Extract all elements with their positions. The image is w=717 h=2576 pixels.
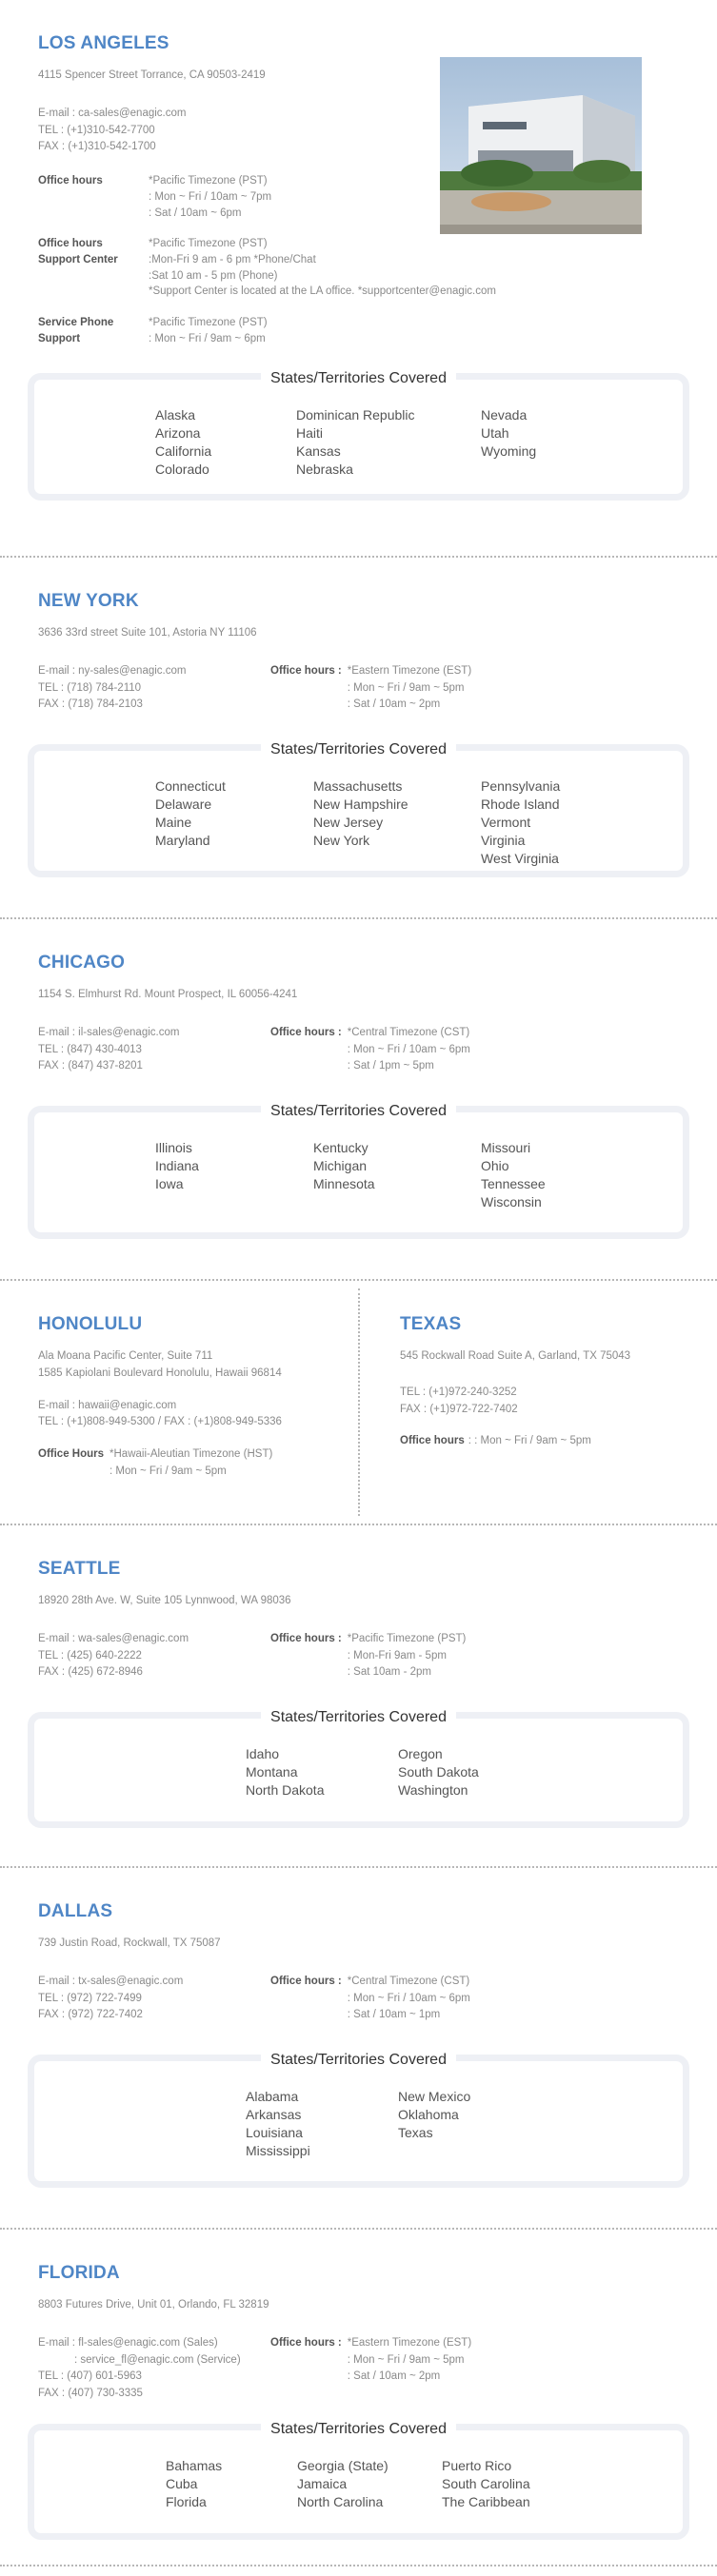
state-item: Minnesota <box>313 1176 375 1192</box>
state-item: Bahamas <box>166 2458 223 2474</box>
office-florida <box>0 2230 717 2565</box>
email-line: : service_fl@enagic.com (Service) <box>74 2353 241 2366</box>
states-covered-title: States/Territories Covered <box>261 741 456 757</box>
office-honolulu <box>0 1281 358 1481</box>
tel-line: TEL : (718) 784-2110 <box>38 681 142 694</box>
hours-line: : Mon ~ Fri / 10am ~ 6pm <box>347 1992 470 2004</box>
state-item: Oregon <box>398 1746 443 1762</box>
fax-line: FAX : (718) 784-2103 <box>38 698 143 711</box>
hours-line: : Sat / 10am ~ 2pm <box>347 2370 441 2383</box>
city-heading: NEW YORK <box>38 591 139 611</box>
state-item: Kentucky <box>313 1140 368 1156</box>
office-address: Ala Moana Pacific Center, Suite 711 <box>38 1350 213 1362</box>
state-item: Alabama <box>246 2089 299 2105</box>
city-heading: FLORIDA <box>38 2263 120 2283</box>
email-line: E-mail : wa-sales@enagic.com <box>38 1632 189 1644</box>
building-photo-icon <box>440 57 642 234</box>
hours-line: *Eastern Timezone (EST) <box>347 2336 472 2349</box>
state-item: Kansas <box>296 443 341 460</box>
state-item: New York <box>313 833 370 849</box>
office-dallas <box>0 1868 717 2228</box>
state-item: Maryland <box>155 833 210 849</box>
state-item: Rhode Island <box>481 796 560 813</box>
office-address: 4115 Spencer Street Torrance, CA 90503-2419 <box>38 69 266 81</box>
hours-line: : Sat / 10am ~ 2pm <box>347 698 441 711</box>
city-heading: CHICAGO <box>38 953 126 973</box>
state-item: Maine <box>155 815 192 831</box>
state-item: Utah <box>481 425 509 442</box>
hours-line: *Eastern Timezone (EST) <box>347 664 472 677</box>
state-item: Mississippi <box>246 2143 310 2159</box>
state-item: Nebraska <box>296 462 353 478</box>
hours-line: *Pacific Timezone (PST) <box>149 175 268 187</box>
state-item: North Dakota <box>246 1782 325 1799</box>
state-item: Louisiana <box>246 2125 303 2141</box>
states-covered-box <box>28 741 689 877</box>
state-item: Pennsylvania <box>481 778 561 795</box>
hours-line: : : Mon ~ Fri / 9am ~ 5pm <box>468 1435 591 1447</box>
office-hours-label: Office hours : <box>270 664 342 677</box>
state-item: Connecticut <box>155 778 226 795</box>
state-item: Dominican Republic <box>296 407 415 423</box>
state-item: Virginia <box>481 833 526 849</box>
hours-line: : Sat / 10am ~ 6pm <box>149 206 242 219</box>
states-covered-box <box>28 2421 689 2540</box>
tel-line: TEL : (407) 601-5963 <box>38 2370 142 2383</box>
state-item: Illinois <box>155 1140 192 1156</box>
hours-line: : Mon ~ Fri / 9am ~ 5pm <box>347 681 465 694</box>
state-item: Massachusetts <box>313 778 403 795</box>
city-heading: SEATTLE <box>38 1559 121 1579</box>
states-covered-title: States/Territories Covered <box>261 370 456 386</box>
tel-line: TEL : (+1)310-542-7700 <box>38 124 155 136</box>
fax-line: FAX : (425) 672-8946 <box>38 1666 143 1679</box>
tel-line: TEL : (425) 640-2222 <box>38 1649 142 1662</box>
fax-line: FAX : (+1)310-542-1700 <box>38 141 156 153</box>
state-item: Florida <box>166 2494 207 2510</box>
office-address: 18920 28th Ave. W, Suite 105 Lynnwood, WA 98036 <box>38 1595 291 1606</box>
state-item: California <box>155 443 212 460</box>
state-item: West Virginia <box>481 851 559 867</box>
state-item: Cuba <box>166 2476 198 2492</box>
service-label: Service Phone <box>38 316 114 328</box>
office-address: 739 Justin Road, Rockwall, TX 75087 <box>38 1937 221 1949</box>
states-covered-title: States/Territories Covered <box>261 2052 456 2068</box>
hours-line: : Mon ~ Fri / 9am ~ 5pm <box>347 2353 465 2366</box>
city-heading: HONOLULU <box>38 1314 143 1334</box>
office-address: 545 Rockwall Road Suite A, Garland, TX 75043 <box>400 1350 631 1362</box>
state-item: Tennessee <box>481 1176 546 1192</box>
state-item: Alaska <box>155 407 196 423</box>
support-hours-block <box>38 236 679 300</box>
city-heading: DALLAS <box>38 1901 113 1921</box>
states-covered-box <box>28 2052 689 2188</box>
support-label: Support Center <box>38 253 118 265</box>
fax-line: FAX : (847) 437-8201 <box>38 1060 143 1072</box>
state-item: Jamaica <box>297 2476 348 2492</box>
hours-line: :Sat 10 am - 5 pm (Phone) <box>149 269 278 282</box>
hours-line: *Central Timezone (CST) <box>347 1026 470 1038</box>
states-covered-box <box>28 1709 689 1828</box>
office-hours-label: Office hours : <box>270 1632 342 1644</box>
email-line: E-mail : il-sales@enagic.com <box>38 1026 180 1038</box>
service-label: Support <box>38 332 81 344</box>
state-item: Colorado <box>155 462 209 478</box>
state-item: New Mexico <box>398 2089 471 2105</box>
hours-line: : Mon-Fri 9am - 5pm <box>347 1649 447 1662</box>
state-item: Nevada <box>481 407 528 423</box>
office-hours-label: Office hours : <box>270 1975 342 1987</box>
state-item: Iowa <box>155 1176 184 1192</box>
email-line: E-mail : ca-sales@enagic.com <box>38 107 187 119</box>
state-item: New Jersey <box>313 815 384 831</box>
city-heading: LOS ANGELES <box>38 33 169 53</box>
state-item: Arkansas <box>246 2107 302 2123</box>
office-seattle <box>0 1525 717 1866</box>
states-covered-title: States/Territories Covered <box>261 1709 456 1725</box>
state-item: Missouri <box>481 1140 531 1156</box>
office-photo <box>440 57 642 234</box>
states-covered-title: States/Territories Covered <box>261 2421 456 2437</box>
state-item: Georgia (State) <box>297 2458 388 2474</box>
states-covered-box <box>28 1103 689 1239</box>
hours-line: : Mon ~ Fri / 9am ~ 6pm <box>149 332 266 344</box>
fax-line: FAX : (972) 722-7402 <box>38 2009 143 2021</box>
office-address: 1585 Kapiolani Boulevard Honolulu, Hawaii 96814 <box>38 1367 282 1379</box>
office-address: 1154 S. Elmhurst Rd. Mount Prospect, IL 60056-4241 <box>38 989 298 1000</box>
hours-line: *Pacific Timezone (PST) <box>149 238 268 250</box>
state-item: Washington <box>398 1782 468 1799</box>
email-line: E-mail : hawaii@enagic.com <box>38 1399 177 1411</box>
state-item: South Dakota <box>398 1764 479 1780</box>
hours-line: : Sat / 10am ~ 1pm <box>347 2009 441 2021</box>
state-item: North Carolina <box>297 2494 384 2510</box>
hours-line: : Mon ~ Fri / 10am ~ 7pm <box>149 190 272 203</box>
fax-line: FAX : (407) 730-3335 <box>38 2388 143 2400</box>
office-los-angeles <box>0 0 717 556</box>
support-label: Office hours <box>38 238 103 250</box>
state-item: Wyoming <box>481 443 537 460</box>
state-item: Haiti <box>296 425 324 442</box>
state-item: Idaho <box>246 1746 280 1762</box>
tel-line: TEL : (847) 430-4013 <box>38 1043 142 1055</box>
office-chicago <box>0 919 717 1279</box>
office-address: 8803 Futures Drive, Unit 01, Orlando, FL 32819 <box>38 2299 269 2311</box>
state-item: The Caribbean <box>442 2494 530 2510</box>
fax-line: FAX : (+1)972-722-7402 <box>400 1403 518 1415</box>
state-item: Delaware <box>155 796 212 813</box>
email-line: E-mail : ny-sales@enagic.com <box>38 664 187 677</box>
state-item: Montana <box>246 1764 298 1780</box>
office-texas <box>362 1281 717 1450</box>
state-item: New Hampshire <box>313 796 408 813</box>
hours-line: : Mon ~ Fri / 10am ~ 6pm <box>347 1043 470 1055</box>
telfax-line: TEL : (+1)808-949-5300 / FAX : (+1)808-949-5336 <box>38 1416 282 1428</box>
state-item: Indiana <box>155 1158 199 1174</box>
state-item: South Carolina <box>442 2476 530 2492</box>
city-heading: TEXAS <box>400 1314 462 1334</box>
state-item: Arizona <box>155 425 201 442</box>
state-item: Oklahoma <box>398 2107 459 2123</box>
state-item: Ohio <box>481 1158 509 1174</box>
section-divider <box>0 2565 717 2566</box>
state-item: Texas <box>398 2125 433 2141</box>
hours-line: :Mon-Fri 9 am - 6 pm *Phone/Chat <box>149 253 316 265</box>
state-item: Wisconsin <box>481 1194 542 1210</box>
email-line: E-mail : fl-sales@enagic.com (Sales) <box>38 2336 218 2349</box>
hours-line: *Central Timezone (CST) <box>347 1975 470 1987</box>
office-address: 3636 33rd street Suite 101, Astoria NY 11106 <box>38 627 257 639</box>
states-covered-title: States/Territories Covered <box>261 1103 456 1119</box>
hours-line: *Support Center is located at the LA office. *supportcenter@enagic.com <box>149 285 496 298</box>
office-hours-label: Office hours <box>38 175 103 187</box>
office-hours-label: Office hours : <box>270 1026 342 1038</box>
office-new-york <box>0 558 717 917</box>
hours-line: *Hawaii-Aleutian Timezone (HST) <box>110 1448 273 1461</box>
tel-line: TEL : (+1)972-240-3252 <box>400 1386 517 1398</box>
hours-line: : Sat 10am - 2pm <box>347 1666 431 1679</box>
hours-line: *Pacific Timezone (PST) <box>347 1632 467 1644</box>
hours-line: : Sat / 1pm ~ 5pm <box>347 1060 434 1072</box>
state-item: Puerto Rico <box>442 2458 512 2474</box>
office-pair <box>0 1281 717 1524</box>
states-covered-box <box>28 370 689 501</box>
state-item: Michigan <box>313 1158 368 1174</box>
column-divider <box>358 1288 360 1516</box>
office-hours-label: Office Hours <box>38 1448 105 1461</box>
service-phone-block <box>38 315 679 346</box>
office-hours-label: Office hours : <box>270 2336 342 2349</box>
hours-line: *Pacific Timezone (PST) <box>149 316 268 328</box>
office-hours-label: Office hours <box>400 1435 465 1447</box>
state-item: Vermont <box>481 815 531 831</box>
email-line: E-mail : tx-sales@enagic.com <box>38 1975 184 1987</box>
hours-line: : Mon ~ Fri / 9am ~ 5pm <box>110 1465 227 1478</box>
tel-line: TEL : (972) 722-7499 <box>38 1992 142 2004</box>
